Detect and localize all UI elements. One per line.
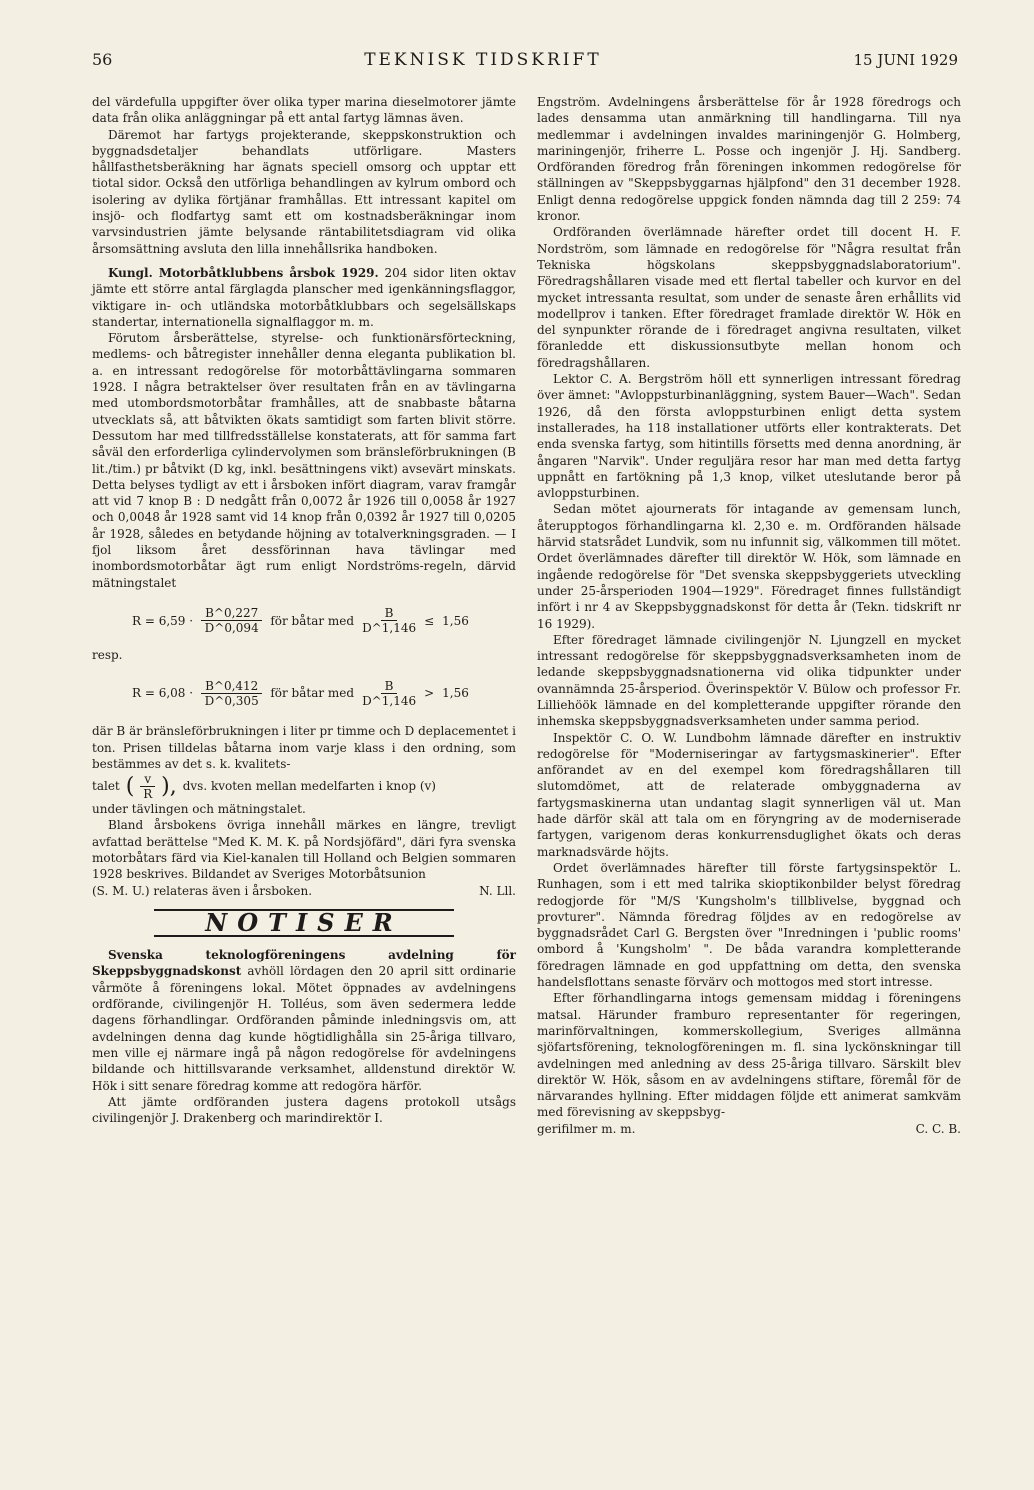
- journal-title: TEKNISK TIDSKRIFT: [364, 50, 602, 70]
- page-number: 56: [92, 50, 113, 69]
- eq-text: för båtar med: [270, 613, 355, 628]
- eq-fraction: [362, 606, 416, 635]
- eq-numerator: B: [381, 606, 398, 621]
- equation-2: [92, 665, 516, 721]
- eq-numerator: B: [381, 679, 398, 694]
- eq-denominator: D^0,094: [204, 621, 259, 636]
- eq-operator: >: [424, 686, 435, 701]
- eq-lhs: R = 6,59 ·: [132, 613, 194, 628]
- signature: N. Lll.: [479, 883, 516, 898]
- section-heading-notiser: NOTISER: [154, 909, 454, 937]
- paren-close: ),: [161, 773, 177, 799]
- eq-value: 1,56: [442, 613, 469, 628]
- paragraph: [92, 265, 516, 330]
- eq-denominator: D^1,146: [362, 693, 417, 708]
- eq-fraction: [201, 679, 262, 708]
- paragraph: Efter föredraget lämnade civilingenjör N. Ljungzell en mycket intressant redogörelse för skeppsbyggnadsverksamheten inom de ledande skeppsbyggnadsnationerna vid olika tidpunkter under ovannämnda 25-årsperiod. Överinspektör V. Bülow och professor Fr. Lilliehöök lämnade en del kompletterande uppgifter rörande den inhemska skeppsbyggnadsverksamheten under samma period.: [537, 632, 961, 729]
- paragraph-end: gerifilmer m. m.: [537, 1121, 636, 1136]
- paren-open: (: [125, 773, 135, 799]
- paragraph: [92, 947, 516, 1094]
- ratio-denominator: R: [143, 787, 153, 802]
- ratio-fraction: [140, 772, 155, 801]
- eq-fraction: [362, 679, 416, 708]
- paragraph: Ordföranden överlämnade härefter ordet till docent H. F. Nordström, som lämnade en redogörelse för "Några resultat från Tekniska högskolans skeppsbyggnadslaboratorium". Föredragshållaren visade med ett flertal tabeller och kurvor en del mycket intressanta resultat, som under de senaste åren erhållits vid modellprov i tanken. Efter föredraget framlade direktör W. Hök en del synpunkter rörande de i föredraget angivna resultaten, vilket föranledde ett diskussionsutbyte mellan honom och föredragshållaren.: [537, 225, 961, 370]
- signature: C. C. B.: [915, 1121, 961, 1136]
- paragraph: Att jämte ordföranden justera dagens protokoll utsågs civilingenjör J. Drakenberg och marindirektör I.: [92, 1094, 516, 1126]
- paragraph: Inspektör C. O. W. Lundbohm lämnade därefter en instruktiv redogörelse för "Moderniseringar av fartygsmaskinerier". Efter anförandet av en del exempel kom föredragshållaren till slutomdömet, att de relaterade ombyggnaderna av fartygsmaskinerna utan undantag slagit synnerligen väl ut. Man hade därför skäl att tala om en föryngring av de moderniserade fartygen, varigenom deras konkurrensduglighet ökats och deras marknadsvärde höjts.: [537, 730, 961, 859]
- paragraph-text: avhöll lördagen den 20 april sitt ordinarie vårmöte å föreningens lokal. Mötet öppnades av avdelningens ordförande, civilingenjör H. Tolléus, som även sedermera ledde dagens förhandlingar. Ordföranden påminde inledningsvis om, att avdelningen denna dag kunde högtidlighålla sin 25-åriga tillvaro, men ville ej närmare ingå på någon redogörelse för avdelningens bildande och hittillsvarande verksamhet, alldenstund direktör W. Hök i sitt senare föredrag komme att redogöra härför.: [92, 964, 516, 1093]
- eq-fraction: [201, 606, 262, 635]
- paragraph: Bland årsbokens övriga innehåll märkes en längre, trevligt avfattad berättelse "Med K. M. K. på Nordsjöfärd", däri fyra svenska motorbåtars färd via Kiel-kanalen till Holland och Belgien sommaren 1928 beskrives. Bildandet av Sveriges Motorbåtsunion: [92, 818, 516, 882]
- equation-1: [92, 593, 516, 649]
- resp-label: resp.: [92, 647, 123, 662]
- issue-date: 15 JUNI 1929: [853, 51, 958, 69]
- paragraph: Ordet överlämnades härefter till förste fartygsinspektör L. Runhagen, som i ett med talrika skioptikonbilder belyst föredrag redogjorde för "M/S 'Kungsholm's tillblivelse, byggnad och provturer". Nämnda föredrag följdes av en redogörelse av byggnadsrådet Carl G. Bergsten över "Inredningen i 'public rooms' ombord å 'Kungsholm' ". De båda varandra kompletterande föredragen lämnade en god uppfattning om detta, den svenska handelsflottans senaste förvärv och mottogos med stort intresse.: [537, 860, 961, 990]
- paragraph: Efter förhandlingarna intogs gemensam middag i föreningens matsal. Härunder framburo representanter för regeringen, marinförvaltningen, kommerskollegium, Sveriges allmänna sjöfartsförening, teknologföreningen m. fl. sina lyckönskningar till avdelningen med anledning av dess 25-åriga tillvaro. Särskilt blev direktör W. Hök, såsom en av avdelningens stiftare, föremål för de närvarandes hyllning. Efter middagen följde ett animerat samkväm med förevisning av skeppsbyg-: [537, 991, 961, 1120]
- ratio-numerator: v: [140, 772, 155, 787]
- paragraph-text: 204 sidor liten oktav jämte ett större antal färglagda planscher med igenkänningsflaggor, viktigare in- och utländska motorbåtklubbars och segelsällskaps standertar, internationella signalflaggor m. m.: [92, 265, 516, 329]
- signature-line: [537, 1121, 961, 1137]
- eq-numerator: B^0,227: [201, 606, 262, 621]
- eq-value: 1,56: [442, 686, 469, 701]
- page-header: [92, 50, 958, 84]
- paragraph: under tävlingen och mätningstalet.: [92, 802, 306, 817]
- section-title: Svenska teknologföreningens avdelning för Skeppsbyggnadskonst: [92, 948, 516, 979]
- paragraph: Sedan mötet ajournerats för intagande av gemensam lunch, återupptogos förhandlingarna kl. 2,30 e. m. Ordföranden hälsade härvid statsrådet Lundvik, som nu infunnit sig, välkommen till mötet. Ordet överlämnades därefter till direktör W. Hök, som lämnade en ingående redogörelse för "Det svenska skeppsbyggeriets utveckling under 25-årsperioden 1904—1929". Föredraget finnes fullständigt infört i nr 4 av Skeppsbyggnadskonst för detta år (Tekn. tidskrift nr 16 1929).: [537, 502, 961, 631]
- left-column: [92, 94, 516, 1126]
- right-column: [537, 94, 961, 1137]
- talet-text: dvs. kvoten mellan medelfarten i knop (v): [182, 779, 436, 794]
- eq-lhs: R = 6,08 ·: [132, 686, 194, 701]
- paragraph: Lektor C. A. Bergström höll ett synnerligen intressant föredrag över ämnet: "Avloppsturbinanläggning, system Bauer—Wach". Sedan 1926, då den första avloppsturbinen enligt detta system installerades, ha 118 installationer utförts eller kontrakterats. Det enda svenska fartyg, som hitintills försetts med denna anordning, är ångaren "Narvik". Under reguljära resor har man med detta fartyg uppnått en fartökning på 1,3 knop, vilket uteslutande beror på avloppsturbinen.: [537, 372, 961, 501]
- eq-denominator: D^0,305: [204, 693, 259, 708]
- paragraph-end: (S. M. U.) relateras även i årsboken.: [92, 883, 313, 898]
- paragraph: Engström. Avdelningens årsberättelse för år 1928 föredrogs och lades densamma utan anmärkning till handlingarna. Till nya medlemmar i avdelningen invaldes mariningenjör G. Holmberg, mariningenjör, friherre L. Posse och ingenjör J. Hj. Sandberg. Ordföranden föredrog från föreningen inkommen redogörelse för ställningen av "Skeppsbyggarnas hjälpfond" den 31 december 1928. Enligt denna redogörelse uppgick fonden nämnda dag till 2 259: 74 kronor.: [537, 95, 961, 224]
- quality-ratio-line: [92, 772, 516, 801]
- section-title: Kungl. Motorbåtklubbens årsbok 1929.: [108, 265, 379, 280]
- paragraph: där B är bränsleförbrukningen i liter pr timme och D deplacementet i ton. Prisen tilldelas båtarna inom varje klass i den ordning, som bestämmes av det s. k. kvalitets-: [92, 724, 516, 771]
- eq-numerator: B^0,412: [201, 679, 262, 694]
- paragraph: Förutom årsberättelse, styrelse- och funktionärsförteckning, medlems- och båtregister innehåller denna eleganta publikation bl. a. en intressant redogörelse för motorbåttävlingarna sommaren 1928. I några betraktelser över resultaten från en av tävlingarna med utombordsmotorbåtar framhålles, att de snabbaste båtarna utvecklats så, att båtvikten ökats samtidigt som farten blivit större. Dessutom har med tillfredsställelse konstaterats, att för samma fart såväl den erforderliga cylindervolymen som bränsleförbrukningen (B lit./tim.) pr båtvikt (D kg, inkl. besättningens vikt) avsevärt minskats. Detta belyses tydligt av ett i årsboken infört diagram, varav framgår att vid 7 knop B : D nedgått från 0,0072 år 1926 till 0,0058 år 1927 och 0,0048 år 1928 samt vid 14 knop från 0,0392 år 1927 till 0,0205 år 1928, således en betydande höjning av totalverkningsgraden. — I fjol liksom året dessförinnan hava tävlingar med inombordsmotorbåtar ägt rum enligt Nordströms-regeln, därvid mätningstalet: [92, 331, 516, 590]
- paragraph: del värdefulla uppgifter över olika typer marina dieselmotorer jämte data från olika anläggningar på ett antal fartyg lämnas även.: [92, 95, 516, 126]
- signature-line: [92, 883, 516, 899]
- paragraph: Däremot har fartygs projekterande, skeppskonstruktion och byggnadsdetaljer behandlats utförligare. Masters hållfasthetsberäkning har ägnats speciell omsorg och upptar ett tiotal sidor. Också den utförliga behandlingen av kylrum ombord och isolering av dylika förtjänar framhållas. Ett intressant kapitel om insjö- och flodfartyg samt ett om kostnadsberäkningar inom varvsindustrien jämte belysande räntabilitetsdiagram vid olika årsomsättning avsluta den lilla innehållsrika handboken.: [92, 127, 516, 256]
- talet-label: talet: [92, 779, 120, 794]
- eq-text: för båtar med: [270, 686, 355, 701]
- eq-denominator: D^1,146: [362, 621, 417, 636]
- eq-operator: ≤: [424, 613, 435, 628]
